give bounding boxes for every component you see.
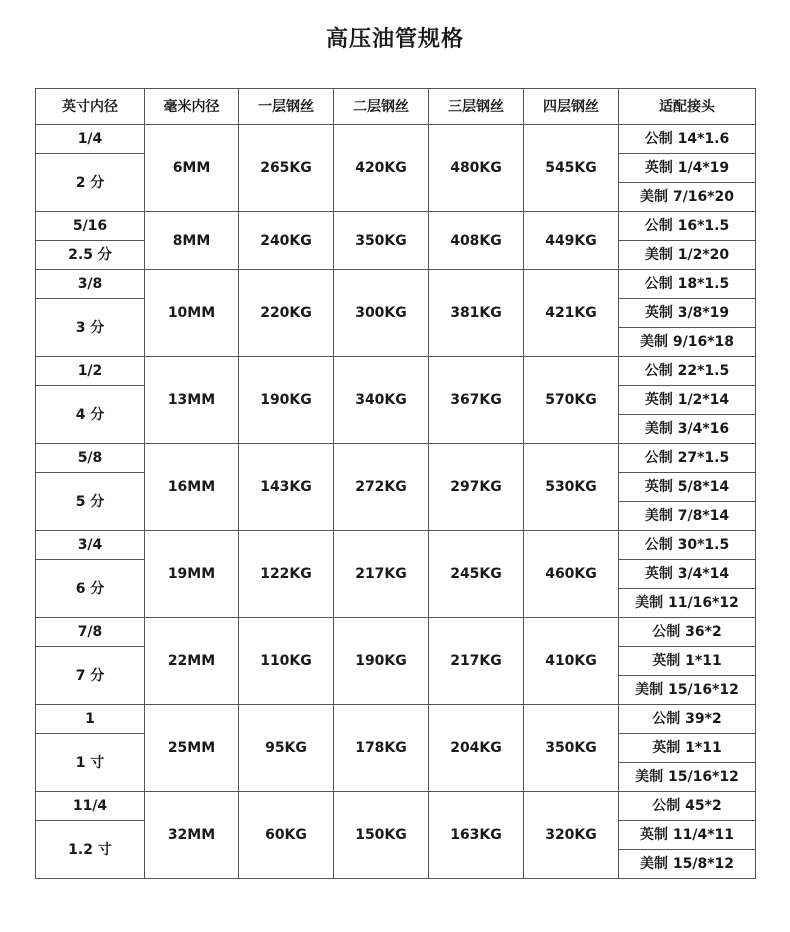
- fen-cell: 5 分: [36, 473, 145, 531]
- fitting-cell: 美制 1/2*20: [619, 241, 756, 270]
- fen-cell: 2.5 分: [36, 241, 145, 270]
- header-layer4: 四层钢丝: [524, 89, 619, 125]
- layer4-cell: 545KG: [524, 125, 619, 212]
- fen-cell: 1.2 寸: [36, 821, 145, 879]
- inch-cell: 3/4: [36, 531, 145, 560]
- inch-cell: 1: [36, 705, 145, 734]
- layer4-cell: 570KG: [524, 357, 619, 444]
- inch-cell: 1/4: [36, 125, 145, 154]
- fitting-cell: 英制 11/4*11: [619, 821, 756, 850]
- header-layer2: 二层钢丝: [334, 89, 429, 125]
- mm-cell: 13MM: [145, 357, 239, 444]
- layer4-cell: 530KG: [524, 444, 619, 531]
- mm-cell: 19MM: [145, 531, 239, 618]
- fitting-cell: 公制 27*1.5: [619, 444, 756, 473]
- mm-cell: 8MM: [145, 212, 239, 270]
- fitting-cell: 公制 18*1.5: [619, 270, 756, 299]
- fen-cell: 7 分: [36, 647, 145, 705]
- layer2-cell: 420KG: [334, 125, 429, 212]
- table-row: [36, 212, 756, 241]
- inch-cell: 7/8: [36, 618, 145, 647]
- header-inch: 英寸内径: [36, 89, 145, 125]
- layer2-cell: 340KG: [334, 357, 429, 444]
- layer4-cell: 350KG: [524, 705, 619, 792]
- header-fitting: 适配接头: [619, 89, 756, 125]
- fitting-cell: 美制 15/8*12: [619, 850, 756, 879]
- fen-cell: 1 寸: [36, 734, 145, 792]
- fen-cell: 2 分: [36, 154, 145, 212]
- layer1-cell: 60KG: [239, 792, 334, 879]
- layer2-cell: 272KG: [334, 444, 429, 531]
- fitting-cell: 公制 30*1.5: [619, 531, 756, 560]
- layer2-cell: 150KG: [334, 792, 429, 879]
- layer4-cell: 410KG: [524, 618, 619, 705]
- fitting-cell: 美制 15/16*12: [619, 763, 756, 792]
- fitting-cell: 英制 1*11: [619, 734, 756, 763]
- table-row: [36, 705, 756, 734]
- fitting-cell: 公制 36*2: [619, 618, 756, 647]
- fitting-cell: 公制 39*2: [619, 705, 756, 734]
- layer4-cell: 460KG: [524, 531, 619, 618]
- inch-cell: 3/8: [36, 270, 145, 299]
- table-row: [36, 444, 756, 473]
- layer3-cell: 408KG: [429, 212, 524, 270]
- mm-cell: 16MM: [145, 444, 239, 531]
- header-row: [36, 89, 756, 125]
- layer1-cell: 110KG: [239, 618, 334, 705]
- fen-cell: 6 分: [36, 560, 145, 618]
- fitting-cell: 英制 3/8*19: [619, 299, 756, 328]
- mm-cell: 6MM: [145, 125, 239, 212]
- layer4-cell: 449KG: [524, 212, 619, 270]
- header-mm: 毫米内径: [145, 89, 239, 125]
- mm-cell: 25MM: [145, 705, 239, 792]
- layer2-cell: 350KG: [334, 212, 429, 270]
- layer3-cell: 297KG: [429, 444, 524, 531]
- layer1-cell: 265KG: [239, 125, 334, 212]
- table-row: [36, 270, 756, 299]
- layer2-cell: 300KG: [334, 270, 429, 357]
- layer1-cell: 122KG: [239, 531, 334, 618]
- fitting-cell: 美制 7/8*14: [619, 502, 756, 531]
- fitting-cell: 英制 1/2*14: [619, 386, 756, 415]
- table-row: [36, 531, 756, 560]
- layer2-cell: 190KG: [334, 618, 429, 705]
- fitting-cell: 英制 5/8*14: [619, 473, 756, 502]
- fitting-cell: 英制 1*11: [619, 647, 756, 676]
- layer4-cell: 320KG: [524, 792, 619, 879]
- fitting-cell: 英制 3/4*14: [619, 560, 756, 589]
- spec-table: [35, 88, 756, 879]
- fitting-cell: 公制 22*1.5: [619, 357, 756, 386]
- layer3-cell: 204KG: [429, 705, 524, 792]
- fitting-cell: 公制 16*1.5: [619, 212, 756, 241]
- fen-cell: 4 分: [36, 386, 145, 444]
- table-row: [36, 357, 756, 386]
- fen-cell: 3 分: [36, 299, 145, 357]
- page-title: 高压油管规格: [325, 27, 464, 52]
- inch-cell: 5/8: [36, 444, 145, 473]
- inch-cell: 11/4: [36, 792, 145, 821]
- table-row: [36, 792, 756, 821]
- mm-cell: 32MM: [145, 792, 239, 879]
- header-layer1: 一层钢丝: [239, 89, 334, 125]
- header-layer3: 三层钢丝: [429, 89, 524, 125]
- layer1-cell: 190KG: [239, 357, 334, 444]
- fitting-cell: 美制 3/4*16: [619, 415, 756, 444]
- layer4-cell: 421KG: [524, 270, 619, 357]
- fitting-cell: 公制 14*1.6: [619, 125, 756, 154]
- fitting-cell: 美制 9/16*18: [619, 328, 756, 357]
- layer2-cell: 178KG: [334, 705, 429, 792]
- layer3-cell: 480KG: [429, 125, 524, 212]
- layer3-cell: 367KG: [429, 357, 524, 444]
- mm-cell: 22MM: [145, 618, 239, 705]
- layer2-cell: 217KG: [334, 531, 429, 618]
- layer1-cell: 143KG: [239, 444, 334, 531]
- layer3-cell: 217KG: [429, 618, 524, 705]
- mm-cell: 10MM: [145, 270, 239, 357]
- layer3-cell: 163KG: [429, 792, 524, 879]
- fitting-cell: 英制 1/4*19: [619, 154, 756, 183]
- inch-cell: 5/16: [36, 212, 145, 241]
- layer3-cell: 245KG: [429, 531, 524, 618]
- table-row: [36, 618, 756, 647]
- layer1-cell: 220KG: [239, 270, 334, 357]
- inch-cell: 1/2: [36, 357, 145, 386]
- layer1-cell: 240KG: [239, 212, 334, 270]
- fitting-cell: 美制 15/16*12: [619, 676, 756, 705]
- table-row: [36, 125, 756, 154]
- layer1-cell: 95KG: [239, 705, 334, 792]
- fitting-cell: 美制 7/16*20: [619, 183, 756, 212]
- fitting-cell: 美制 11/16*12: [619, 589, 756, 618]
- fitting-cell: 公制 45*2: [619, 792, 756, 821]
- layer3-cell: 381KG: [429, 270, 524, 357]
